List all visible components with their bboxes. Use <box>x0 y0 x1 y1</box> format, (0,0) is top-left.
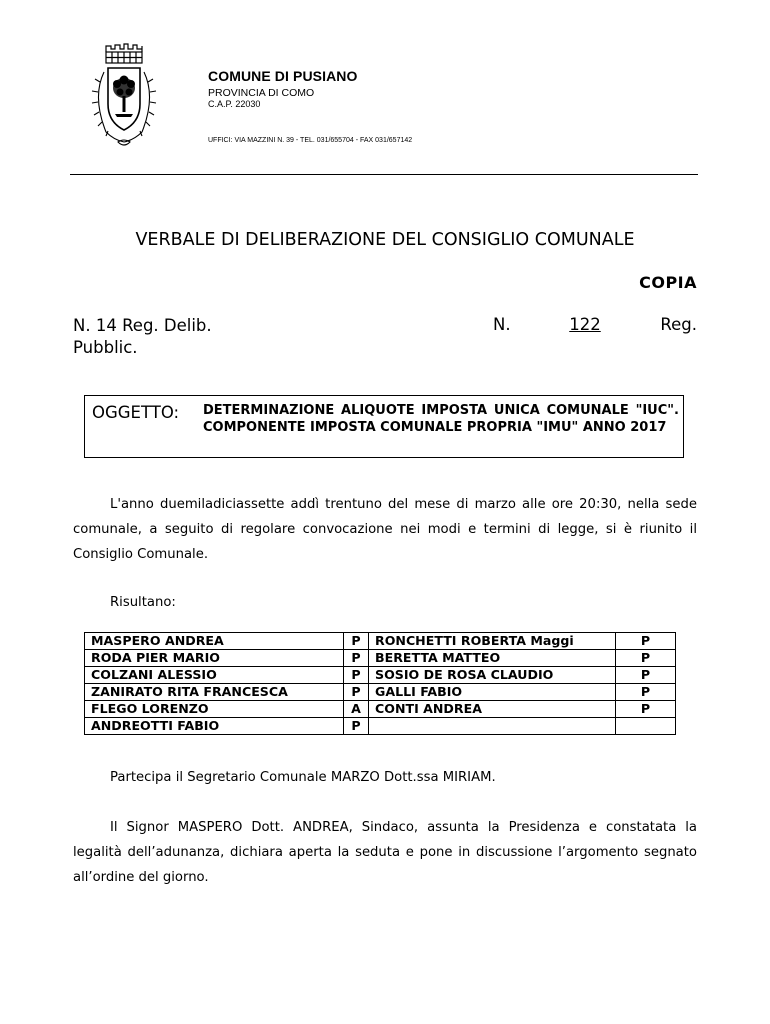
risultano-label: Risultano: <box>110 595 176 610</box>
attendance-status <box>616 718 676 735</box>
attendance-status: P <box>344 684 369 701</box>
attendance-status: P <box>344 667 369 684</box>
provincia: PROVINCIA DI COMO <box>208 87 315 99</box>
council-member-name: COLZANI ALESSIO <box>85 667 344 684</box>
table-row <box>85 633 676 650</box>
council-member-name: CONTI ANDREA <box>369 701 616 718</box>
council-member-name: RODA PIER MARIO <box>85 650 344 667</box>
council-member-name: MASPERO ANDREA <box>85 633 344 650</box>
table-row <box>85 684 676 701</box>
copia-label: COPIA <box>639 273 697 292</box>
table-row <box>85 701 676 718</box>
council-member-name: RONCHETTI ROBERTA Maggi <box>369 633 616 650</box>
attendance-status: A <box>344 701 369 718</box>
pubblic-prefix: N. <box>493 315 511 334</box>
intro-paragraph: L'anno duemiladiciassette addì trentuno del mese di marzo alle ore 20:30, nella sede comunale, a seguito di regolare convocazione nei modi e termini di legge, si è riunito il Consiglio Comunale. <box>73 497 697 562</box>
attendance-status: P <box>616 667 676 684</box>
council-member-name: ZANIRATO RITA FRANCESCA <box>85 684 344 701</box>
comune-name: COMUNE DI PUSIANO <box>208 68 358 84</box>
table-row <box>85 718 676 735</box>
uffici-address: UFFICI: VIA MAZZINI N. 39 - TEL. 031/655704 - FAX 031/657142 <box>208 137 413 144</box>
council-member-name: ANDREOTTI FABIO <box>85 718 344 735</box>
attendance-table <box>84 632 676 735</box>
council-member-name: SOSIO DE ROSA CLAUDIO <box>369 667 616 684</box>
presidenza-paragraph: Il Signor MASPERO Dott. ANDREA, Sindaco, assunta la Presidenza e constatata la legalità dell’adunanza, dichiara aperta la seduta e pone in discussione l’argomento segnato all’ordine del giorno. <box>73 820 697 885</box>
council-member-name: FLEGO LORENZO <box>85 701 344 718</box>
registro-delibere <box>73 315 313 359</box>
oggetto-box <box>84 395 684 458</box>
pubblic-label: Pubblic. <box>73 338 138 357</box>
oggetto-label: OGGETTO: <box>92 403 180 422</box>
partecipa-paragraph: Partecipa il Segretario Comunale MARZO Dott.ssa MIRIAM. <box>110 770 496 785</box>
cap: C.A.P. 22030 <box>208 99 261 109</box>
attendance-status: P <box>616 684 676 701</box>
council-member-name <box>369 718 616 735</box>
document-title: VERBALE DI DELIBERAZIONE DEL CONSIGLIO COMUNALE <box>135 230 635 250</box>
header-divider <box>70 174 698 175</box>
table-row <box>85 667 676 684</box>
council-member-name: GALLI FABIO <box>369 684 616 701</box>
council-member-name: BERETTA MATTEO <box>369 650 616 667</box>
pubblic-number: 122 <box>569 315 601 334</box>
attendance-status: P <box>616 650 676 667</box>
coat-of-arms-icon <box>84 42 164 150</box>
oggetto-text: DETERMINAZIONE ALIQUOTE IMPOSTA UNICA COMUNALE "IUC". COMPONENTE IMPOSTA COMUNALE PROPRIA "IMU" ANNO 2017 <box>203 403 679 435</box>
attendance-status: P <box>344 718 369 735</box>
table-row <box>85 650 676 667</box>
pubblic-suffix: Reg. <box>660 315 697 334</box>
reg-delib-number: N. 14 Reg. Delib. <box>73 316 212 335</box>
attendance-status: P <box>344 633 369 650</box>
attendance-status: P <box>616 701 676 718</box>
attendance-status: P <box>616 633 676 650</box>
attendance-status: P <box>344 650 369 667</box>
